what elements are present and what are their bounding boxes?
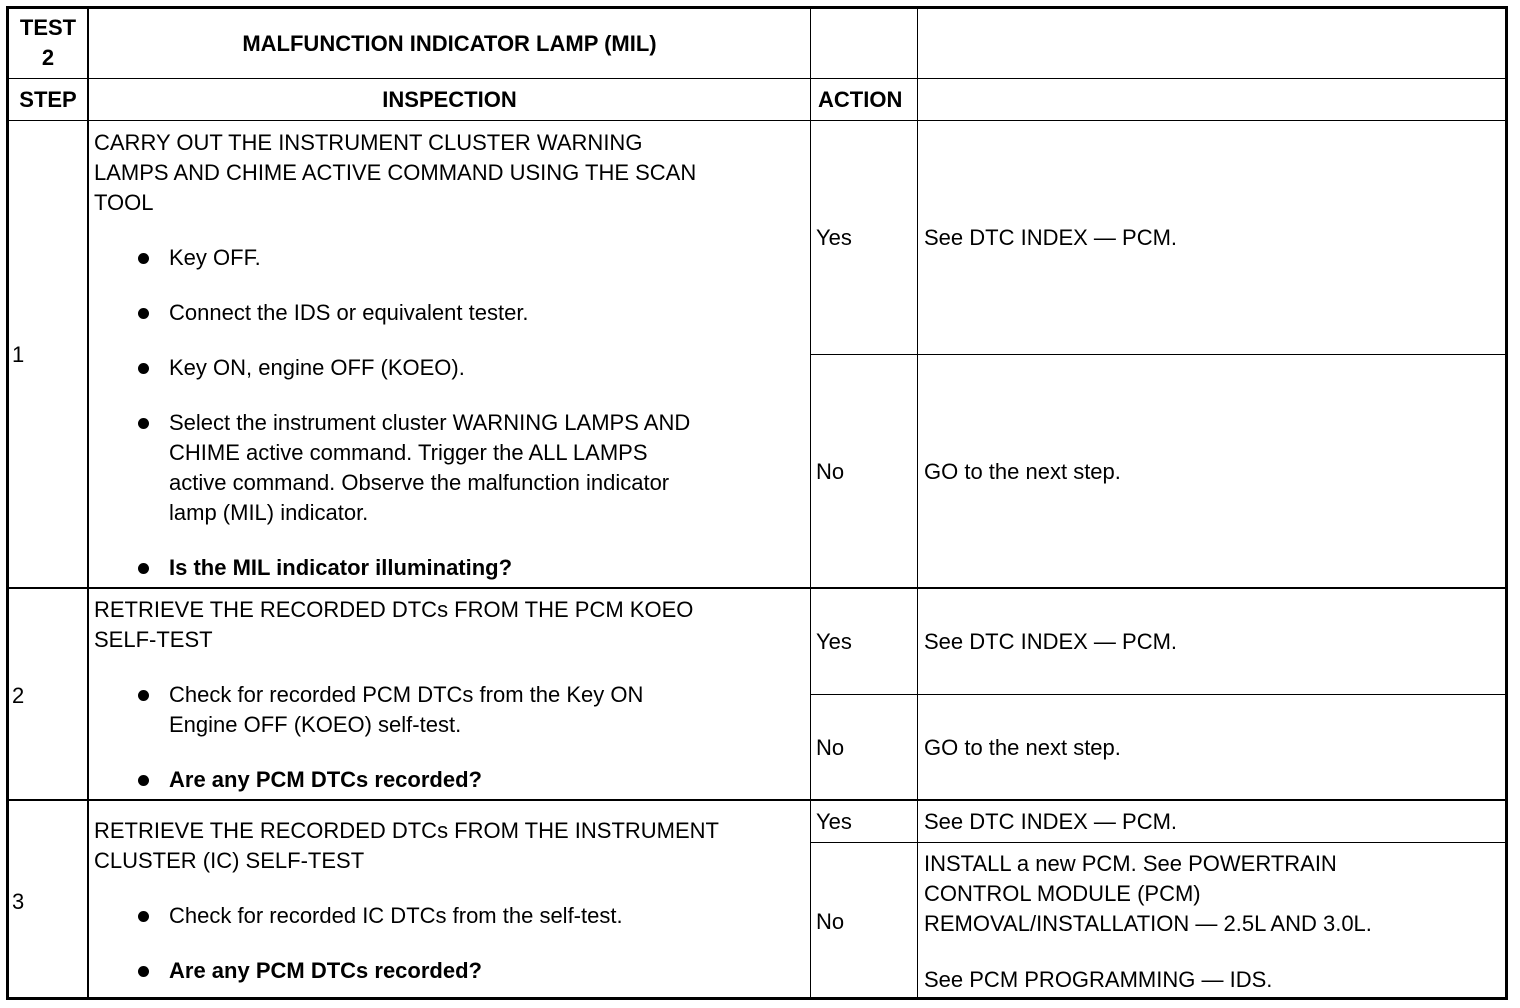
divider	[6, 799, 1508, 801]
bullet-icon	[138, 363, 149, 374]
divider	[917, 6, 918, 1000]
bullet-icon	[138, 966, 149, 977]
no-action: GO to the next step.	[924, 459, 1121, 484]
divider	[810, 694, 1508, 695]
no-label: No	[816, 735, 845, 760]
bullet-text: Connect the IDS or equivalent tester.	[169, 300, 529, 325]
bullet-text: Key OFF.	[169, 245, 261, 270]
bullet-line: Check for recorded PCM DTCs from the Key ON	[169, 682, 644, 707]
action-line: REMOVAL/INSTALLATION — 2.5L AND 3.0L.	[924, 911, 1372, 936]
yes-action: See DTC INDEX — PCM.	[924, 225, 1178, 250]
bullet-icon	[138, 308, 149, 319]
heading-line: TOOL	[94, 190, 154, 215]
divider	[6, 78, 1508, 79]
step-number: 1	[12, 342, 25, 367]
step-number: 3	[12, 889, 25, 914]
bullet-text	[169, 680, 643, 740]
test-number: 2	[41, 45, 55, 70]
test-label: TEST	[19, 15, 77, 40]
step-header: STEP	[19, 87, 77, 112]
bullet-icon	[138, 563, 149, 574]
step-heading	[94, 128, 696, 218]
bullet-line: CHIME active command. Trigger the ALL LAMPS	[169, 440, 648, 465]
no-action	[924, 849, 1372, 995]
bullet-line: Engine OFF (KOEO) self-test.	[169, 712, 462, 737]
action-line: CONTROL MODULE (PCM)	[924, 881, 1201, 906]
action-header: ACTION	[818, 87, 903, 112]
bullet-text	[169, 408, 690, 528]
yes-action: See DTC INDEX — PCM.	[924, 809, 1178, 834]
heading-line: RETRIEVE THE RECORDED DTCs FROM THE INSTRUMENT	[94, 818, 719, 843]
action-line: INSTALL a new PCM. See POWERTRAIN	[924, 851, 1337, 876]
action-line: See PCM PROGRAMMING — IDS.	[924, 967, 1273, 992]
divider	[810, 354, 1508, 355]
step-heading	[94, 595, 693, 655]
yes-label: Yes	[816, 225, 852, 250]
heading-line: RETRIEVE THE RECORDED DTCs FROM THE PCM KOEO	[94, 597, 694, 622]
divider	[87, 6, 89, 1000]
bullet-text: Check for recorded IC DTCs from the self-test.	[169, 903, 623, 928]
divider	[810, 842, 1508, 843]
no-label: No	[816, 909, 845, 934]
yes-label: Yes	[816, 809, 852, 834]
no-label: No	[816, 459, 845, 484]
bullet-question: Are any PCM DTCs recorded?	[169, 767, 482, 792]
bullet-line: active command. Observe the malfunction indicator	[169, 470, 670, 495]
divider	[6, 120, 1508, 121]
divider	[6, 587, 1508, 589]
heading-line: CLUSTER (IC) SELF-TEST	[94, 848, 365, 873]
bullet-text: Key ON, engine OFF (KOEO).	[169, 355, 465, 380]
yes-label: Yes	[816, 629, 852, 654]
step-heading	[94, 816, 719, 876]
no-action: GO to the next step.	[924, 735, 1121, 760]
divider	[810, 6, 811, 1000]
step-number: 2	[12, 683, 25, 708]
bullet-question: Is the MIL indicator illuminating?	[169, 555, 513, 580]
bullet-icon	[138, 418, 149, 429]
bullet-icon	[138, 253, 149, 264]
bullet-icon	[138, 911, 149, 922]
heading-line: SELF-TEST	[94, 627, 213, 652]
bullet-question: Are any PCM DTCs recorded?	[169, 958, 482, 983]
heading-line: LAMPS AND CHIME ACTIVE COMMAND USING THE SCAN	[94, 160, 697, 185]
bullet-line: Select the instrument cluster WARNING LAMPS AND	[169, 410, 691, 435]
bullet-line: lamp (MIL) indicator.	[169, 500, 369, 525]
bullet-icon	[138, 775, 149, 786]
yes-action: See DTC INDEX — PCM.	[924, 629, 1178, 654]
bullet-icon	[138, 690, 149, 701]
heading-line: CARRY OUT THE INSTRUMENT CLUSTER WARNING	[94, 130, 643, 155]
inspection-header: INSPECTION	[382, 87, 517, 112]
page-title: MALFUNCTION INDICATOR LAMP (MIL)	[242, 31, 657, 56]
